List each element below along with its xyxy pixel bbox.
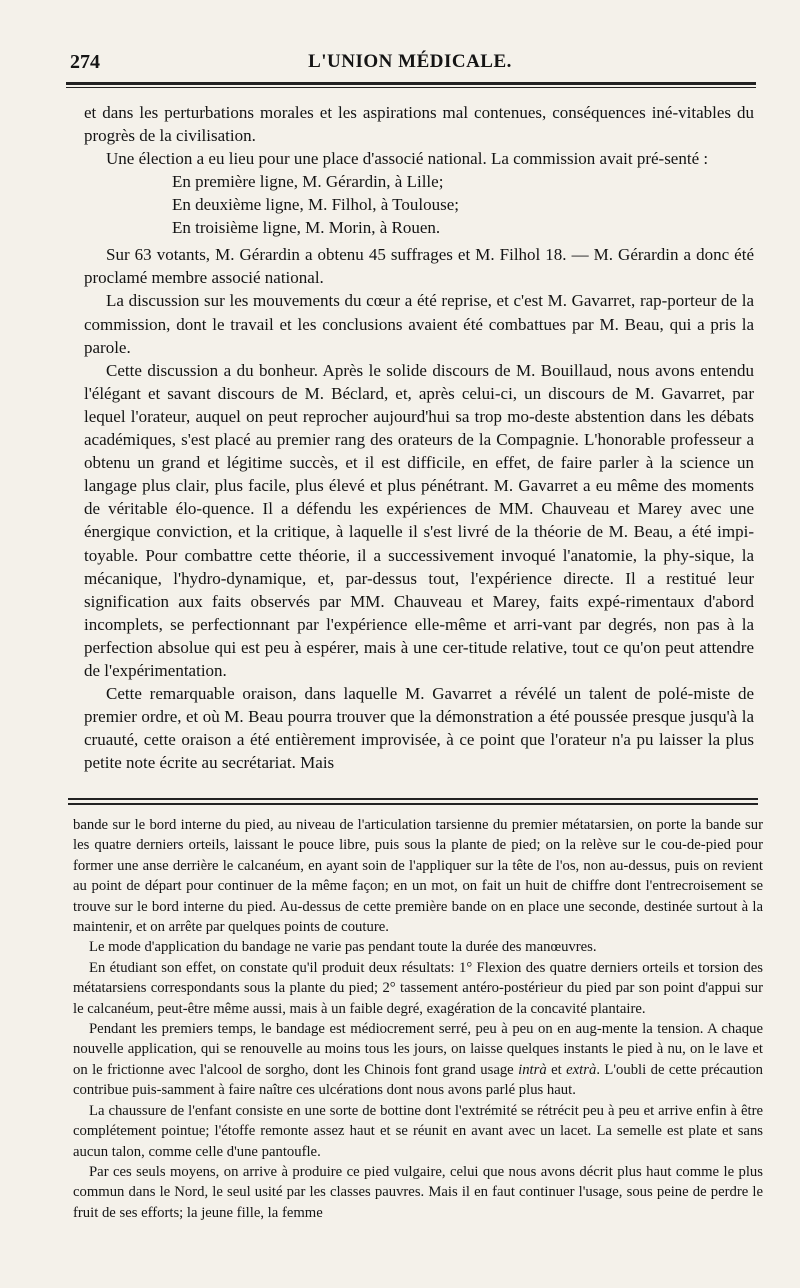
paragraph [73,1019,763,1101]
paragraph: Sur 63 votants, M. Gérardin a obtenu 45 suffrages et M. Filhol 18. — M. Gérardin a donc été proclamé membre associé national. [84,245,754,288]
paragraph: Cette discussion a du bonheur. Après le solide discours de M. Bouillaud, nous avons entendu l'élégant et savant discours de M. Béclard, et, après celui-ci, un discours de M. Gavarret, par lequel l'orateur, auquel on peut reprocher aujourd'hui sa trop mo-deste abstention dans les débats académiques, s'est placé au premier rang des orateurs de la Compagnie. L'honorable professeur a obtenu un grand et légitime succès, et il est difficile, en effet, de faire parler à la science un langage plus clair, plus facile, plus élevé et plus pénétrant. M. Gavarret a eu même des moments de véritable élo-quence. Il a défendu les expériences de MM. Chauveau et Marey avec une énergique conviction, et la critique, à laquelle il s'est livré de la théorie de M. Beau, a été impi-toyable. Pour combattre cette théorie, il a successivement invoqué l'anatomie, la phy-sique, la mécanique, l'hydro-dynamique, et, par-dessus tout, l'expérience directe. Il a restitué leur signification aux faits observés par MM. Chauveau et Marey, faits expé-rimentaux d'abord incomplets, se perfectionnant par l'expérience elle-même et arri-vant par degrés, non pas à la perfection absolue qui est peu à espérer, mais à une cer-titude relative, tout ce qu'on peut attendre de l'expérimentation. [84,360,754,680]
header-rule [66,82,756,88]
feuilleton-text [73,815,763,1223]
list-item: En troisième ligne, M. Morin, à Rouen. [172,218,441,238]
main-text [84,101,754,774]
paragraph: Cette remarquable oraison, dans laquelle M. Gavarret a révélé un talent de polé-miste de premier ordre, et où M. Beau pourra trouver que la démonstration a été poussée presque jusqu'à la cruauté, cette oraison a été entièrement improvisée, à ce point que l'orateur n'a pu laisser la plus petite note écrite au secrétariat. Mais [84,684,754,773]
list-item: En première ligne, M. Gérardin, à Lille; [172,172,444,192]
paragraph: La chaussure de l'enfant consiste en une sorte de bottine dont l'extrémité se rétrécit peu à peu et arrive enfin à être complétement pointue; l'étoffe remonte assez haut et se réunit en avant avec un lacet. La semelle est plate et sans aucun talon, comme celle d'une pantoufle. [73,1102,763,1160]
list-item: En deuxième ligne, M. Filhol, à Toulouse; [172,195,459,215]
text-run: Pendant les premiers temps, le bandage est médiocrement serré, peu à peu on en aug-mente la tension. A chaque nouvelle application, qui se renouvelle au moins tous les jours, on laisse quelques instants le pied à nu, on le lave et on le frictionne avec l'alcool de sorgho, dont les Chinois font grand usage [73,1021,763,1078]
page-header [66,47,754,77]
page-number: 274 [70,51,100,73]
feuilleton-divider [68,798,758,805]
paragraph: bande sur le bord interne du pied, au niveau de l'articulation tarsienne du premier métatarsien, on porte la bande sur les quatre derniers orteils, laissant le pouce libre, puis sous la plante de pied; on la relève sur le cou-de-pied pour former une anse derrière le calcanéum, en ayant soin de l'appliquer sur la tête de l'os, non au-dessus, puis on revient au point de départ pour continuer de la même façon; en un mot, on fait un huit de chiffre dont l'entrecroisement se trouve sur le bord interne du pied. Au-dessus de cette première bande on en place une seconde, destinée surtout à la maintenir, et on arrête par quelques points de couture. [73,817,763,936]
running-title: L'UNION MÉDICALE. [308,51,512,72]
paragraph: En étudiant son effet, on constate qu'il produit deux résultats: 1° Flexion des quatre derniers orteils et torsion des métatarsiens correspondants sous la plante du pied; 2° tassement antéro-postérieur du pied par son point d'appui sur le calcanéum, peut-être même aussi, mais à un faible degré, exagération de la concavité plantaire. [73,959,763,1017]
text-run: et [546,1061,567,1078]
italic-term: intrà [518,1061,547,1078]
paragraph: Le mode d'application du bandage ne varie pas pendant toute la durée des manœuvres. [89,939,597,956]
paragraph: Une élection a eu lieu pour une place d'associé national. La commission avait pré-senté : [106,149,709,169]
candidate-list [172,170,754,239]
paragraph: et dans les perturbations morales et les aspirations mal contenues, conséquences iné-vitables du progrès de la civilisation. [84,103,754,146]
paragraph: La discussion sur les mouvements du cœur a été reprise, et c'est M. Gavarret, rap-porteur de la commission, dont le travail et les conclusions avaient été combattues par M. Beau, qui a pris la parole. [84,291,754,357]
text-run: . L'oubli de cette précaution contribue puis-samment à faire naître ces ulcérations dont nous avons parlé plus haut. [73,1061,763,1099]
italic-term: extrà [566,1061,597,1078]
paragraph: Par ces seuls moyens, on arrive à produire ce pied vulgaire, celui que nous avons décrit plus haut comme le plus commun dans le Nord, le seul usité par les classes pauvres. Mais il en faut continuer l'usage, sous peine de perdre le fruit de ses efforts; la jeune fille, la femme [73,1163,763,1221]
